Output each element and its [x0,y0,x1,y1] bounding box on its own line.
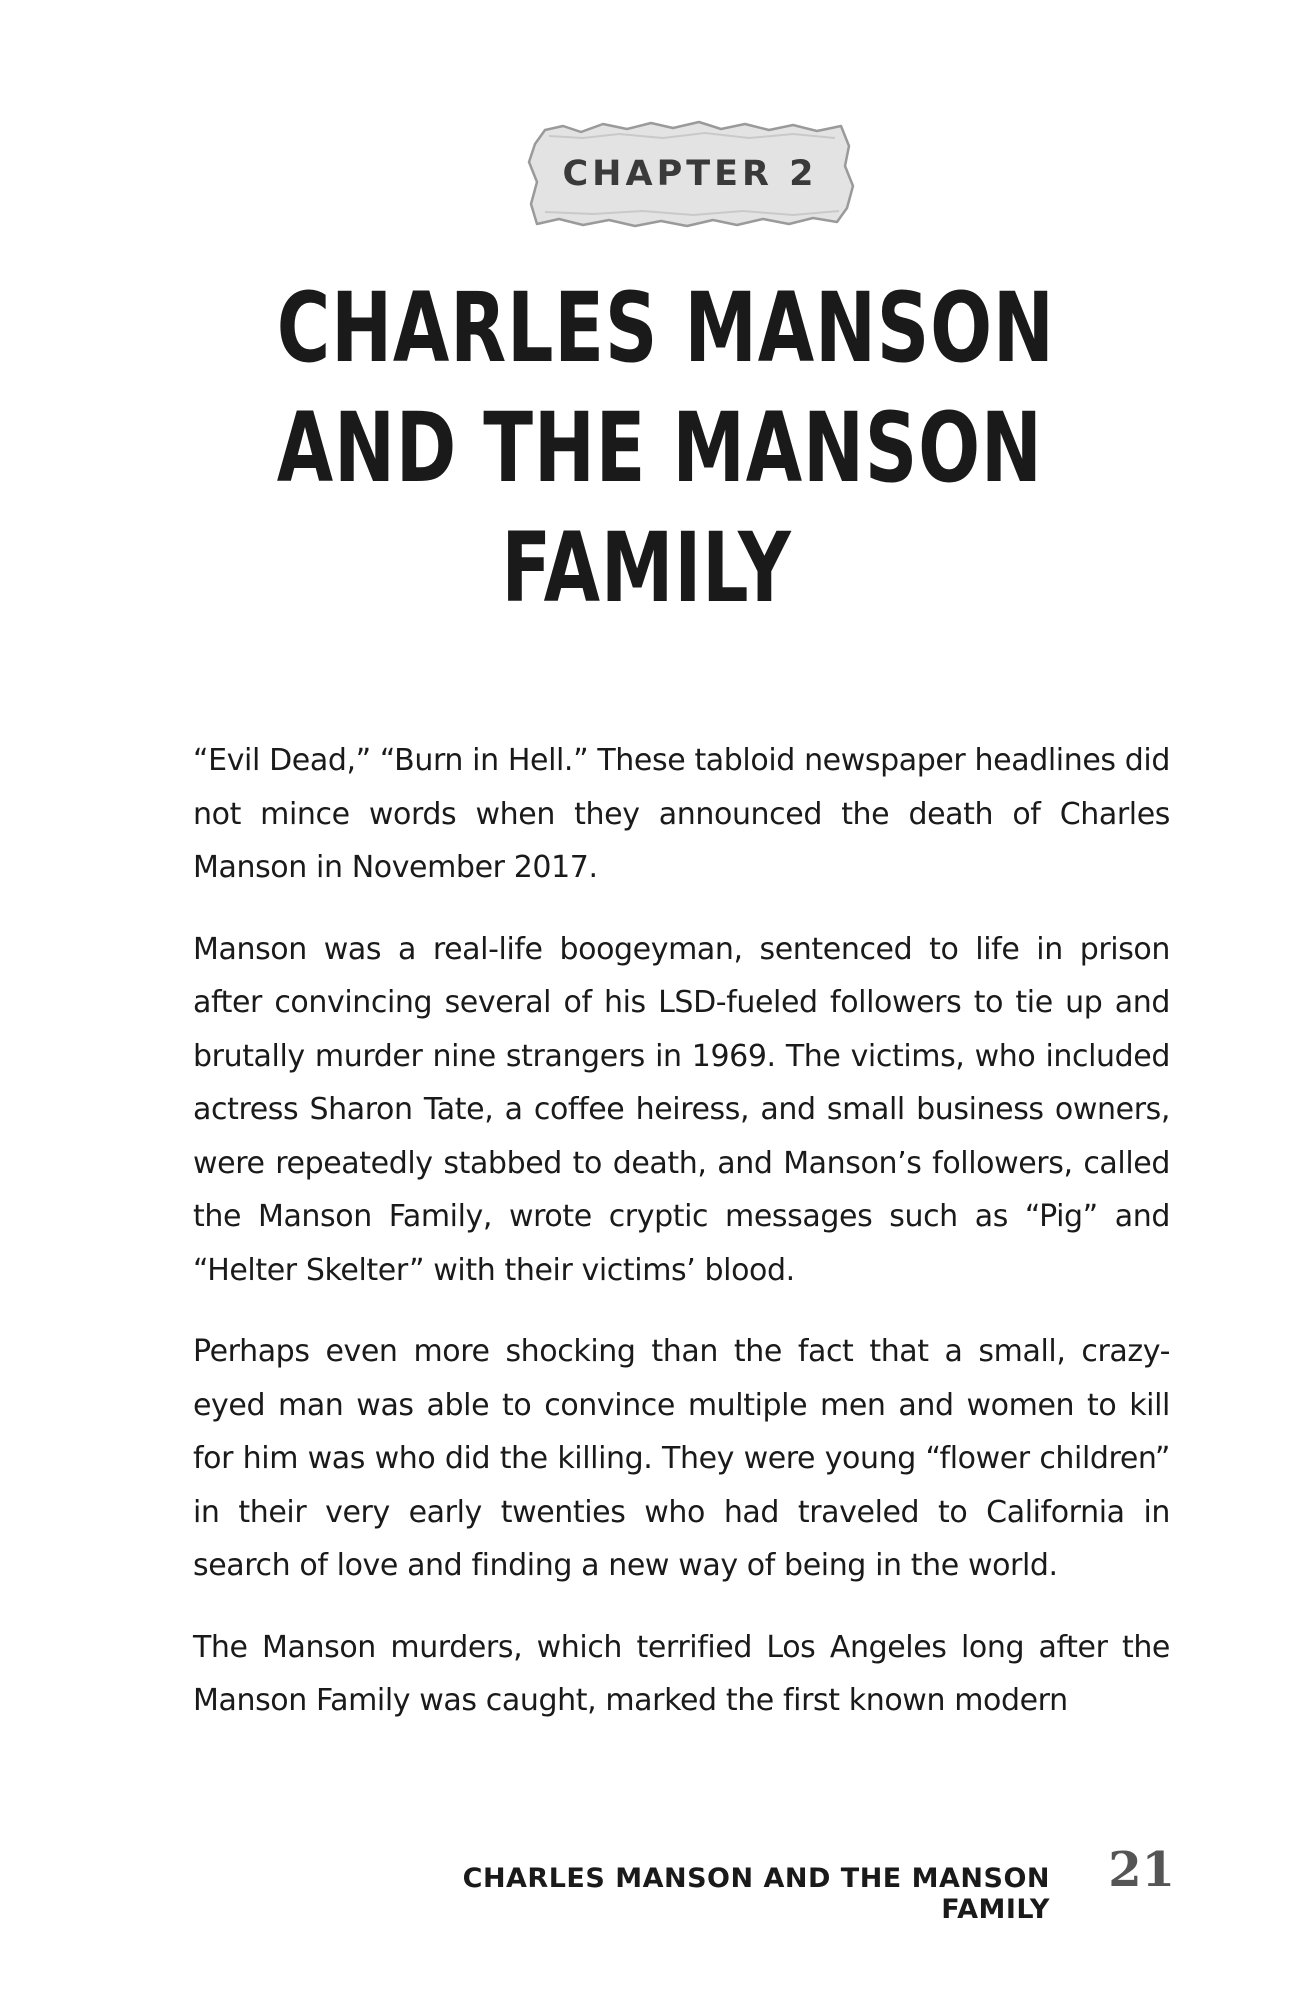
chapter-label-badge [523,116,857,232]
chapter-title [276,268,1055,628]
paragraph: “Evil Dead,” “Burn in Hell.” These tabloid newspaper headlines did not mince words when they announced the death of Charles Manson in November 2017. [193,743,1170,885]
chapter-label: CHAPTER 2 [562,154,818,194]
body-text [193,734,1170,1756]
chapter-title-line: FAMILY [501,512,792,624]
running-footer-title: CHARLES MANSON AND THE MANSON FAMILY [462,1863,1050,1925]
chapter-title-line: AND THE MANSON [276,392,1043,504]
paragraph: The Manson murders, which terrified Los Angeles long after the Manson Family was caught, marked the first known modern [193,1629,1170,1718]
paragraph: Perhaps even more shocking than the fact that a small, crazy-eyed man was able to convince multiple men and women to kill for him was who did the killing. They were young “flower children” in their very early twenties who had traveled to California in search of love and finding a new way of being in the world. [193,1334,1170,1583]
chapter-title-line: CHARLES MANSON [276,272,1055,384]
page-number: 21 [1108,1842,1175,1898]
paragraph: Manson was a real-life boogeyman, sentenced to life in prison after convincing several of his LSD-fueled followers to tie up and brutally murder nine strangers in 1969. The victims, who included actress Sharon Tate, a coffee heiress, and small business owners, were repeatedly stabbed to death, and Manson’s followers, called the Manson Family, wrote cryptic messages such as “Pig” and “Helter Skelter” with their victims’ blood. [193,931,1170,1288]
